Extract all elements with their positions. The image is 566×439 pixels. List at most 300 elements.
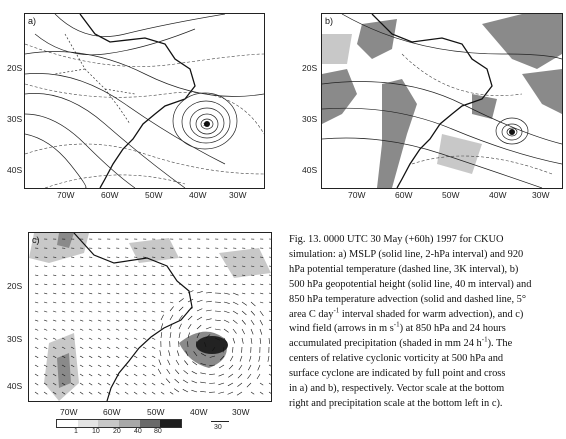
wind-arrow [260,338,261,344]
wind-arrow [197,291,203,293]
wind-arrow [44,347,47,349]
wind-arrow [260,275,263,276]
wind-arrow [161,383,164,385]
wind-arrow [98,392,101,394]
wind-arrow [125,293,128,294]
wind-arrow [188,275,191,276]
wind-arrow [98,284,101,285]
wind-arrow [166,379,170,383]
wind-arrow [35,329,38,330]
wind-arrow [89,311,92,312]
wind-arrow [152,374,155,376]
wind-arrow [62,320,65,321]
panel-c-lon-30w: 30W [232,407,250,417]
wind-arrow [89,266,92,267]
wind-arrow [53,284,56,285]
wind-arrow [125,374,128,376]
caption-line: 500 hPa geopotential height (solid line, 40 m interval) and [289,278,532,290]
wind-arrow [89,302,92,303]
wind-arrow [143,320,146,321]
wind-arrow [179,307,183,311]
wind-arrow [215,266,218,267]
wind-arrow [80,392,83,394]
wind-arrow [179,298,184,302]
caption-line: wind field (arrows in m $s^{-1}$) at 850 hPa and 24 hours [289,320,506,335]
wind-arrow [258,365,260,370]
wind-arrow [116,329,119,330]
wind-arrow [98,302,101,303]
wind-arrow [161,315,164,320]
wind-arrow [175,370,179,374]
wind-arrow [251,338,252,344]
precip-scale-20: 20 [113,428,121,435]
wind-arrow [269,293,271,294]
wind-arrow [219,374,224,376]
wind-arrow [143,329,146,330]
wind-arrow [269,302,271,303]
wind-arrow [268,356,269,362]
wind-arrow [53,320,56,321]
wind-arrow [35,347,38,349]
wind-arrow [192,381,197,383]
wind-arrow [230,356,233,361]
svg-text:×: × [203,122,208,129]
wind-arrow [197,266,200,267]
wind-arrow [177,351,179,357]
wind-arrow [44,293,47,294]
wind-arrow [80,266,83,267]
wind-arrow [89,365,92,367]
wind-arrow [53,293,56,294]
panel-c-lon-70w: 70W [60,407,78,417]
wind-arrow [143,275,146,276]
panel-b-contours [322,14,562,188]
wind-arrow [44,356,47,358]
wind-arrow [200,382,206,383]
wind-arrow [80,383,83,385]
wind-arrow [44,275,47,276]
wind-arrow [233,329,237,334]
wind-arrow [152,293,155,294]
panel-b-lat-40s: 40S [302,165,318,175]
wind-arrow [71,320,74,321]
wind-arrow [80,329,83,330]
wind-arrow [62,266,65,267]
wind-arrow [35,302,38,303]
wind-arrow [224,293,230,294]
precip-scale-80: 80 [154,428,162,435]
wind-arrow [107,383,110,385]
wind-arrow [89,320,92,321]
wind-arrow [161,302,164,303]
wind-arrow [152,302,155,303]
wind-arrow [134,338,137,340]
precip-scale-40: 40 [134,428,142,435]
caption-line: accumulated precipitation (shaded in mm 24 $h^{-1}$). The [289,335,513,350]
panel-b-lon-60w: 60W [395,190,413,200]
wind-arrow [251,311,255,315]
panel-b-lat-30s: 30S [302,114,318,124]
wind-arrow [184,361,188,366]
wind-arrow [209,383,215,384]
wind-arrow [260,293,263,294]
wind-arrow [197,275,200,276]
wind-arrow [98,266,101,267]
wind-arrow [35,311,38,312]
wind-arrow [53,338,56,340]
wind-arrow [191,390,197,392]
vector-scale-label: 30 [214,424,222,431]
wind-arrow [116,302,119,303]
wind-arrow [89,338,92,340]
wind-arrow [242,284,245,285]
wind-arrow [260,329,262,335]
panel-c-lon-50w: 50W [147,407,165,417]
wind-arrow [143,374,146,376]
wind-arrow [80,302,83,303]
wind-arrow [125,275,128,276]
wind-arrow [116,338,119,340]
wind-arrow [143,392,146,394]
wind-arrow [174,389,179,392]
wind-arrow [80,347,83,349]
wind-arrow [228,392,233,394]
wind-arrow [89,284,92,285]
caption-line: in a) and b), respectively. Vector scale at the bottom [289,383,505,395]
wind-arrow [134,275,137,276]
wind-arrow [179,293,182,294]
wind-arrow [188,324,191,329]
wind-arrow [98,320,101,321]
wind-arrow [152,338,155,340]
wind-arrow [269,311,271,312]
wind-arrow [152,347,155,349]
wind-arrow [35,266,38,267]
panel-b-geopotential-map [321,13,563,189]
wind-arrow [160,350,161,356]
wind-arrow [80,284,83,285]
wind-arrow [71,293,74,294]
panel-b-lon-30w: 30W [532,190,550,200]
wind-arrow [107,320,110,321]
panel-c-lat-40s: 40S [7,381,23,391]
panel-a-lon-30w: 30W [229,190,247,200]
wind-arrow [80,293,83,294]
wind-arrow [176,360,179,365]
wind-arrow [228,374,233,377]
wind-arrow [98,374,101,376]
wind-arrow [71,329,74,330]
wind-arrow [116,320,119,321]
wind-arrow [35,356,38,358]
wind-arrow [125,383,128,385]
wind-arrow [168,360,171,365]
wind-arrow [260,383,263,385]
wind-arrow [98,311,101,312]
wind-arrow [80,320,83,321]
wind-arrow [89,374,92,376]
wind-arrow [192,371,197,374]
wind-arrow [175,379,179,383]
wind-arrow [247,383,251,387]
panel-a-lon-60w: 60W [101,190,119,200]
wind-arrow [206,310,212,311]
wind-arrow [215,329,221,330]
wind-arrow [161,293,164,294]
wind-arrow [134,293,137,294]
wind-arrow [125,347,128,349]
wind-arrow [125,356,128,358]
wind-arrow [269,284,271,285]
wind-arrow [161,323,163,329]
wind-arrow [134,266,137,267]
wind-arrow [71,284,74,285]
wind-arrow [218,392,224,394]
wind-arrow [134,302,137,303]
wind-arrow [134,311,137,312]
wind-arrow [260,302,263,303]
wind-arrow [238,374,242,378]
wind-arrow [44,302,47,303]
wind-arrow [98,338,101,340]
wind-arrow [80,374,83,376]
panel-c-label: c) [32,235,40,245]
wind-arrow [80,311,83,312]
panel-b-lon-70w: 70W [348,190,366,200]
wind-arrow [62,311,65,312]
wind-arrow [179,266,182,267]
wind-arrow [71,392,74,394]
wind-arrow [251,293,254,294]
wind-arrow [188,316,192,320]
wind-arrow [209,374,215,375]
wind-arrow [251,284,254,285]
panel-c-lon-60w: 60W [103,407,121,417]
wind-arrow [134,284,137,285]
wind-arrow [233,338,235,343]
wind-arrow [200,391,206,392]
wind-arrow [53,275,56,276]
wind-arrow [134,347,137,349]
wind-arrow [98,275,101,276]
panel-a-mslp-map [24,13,265,189]
wind-arrow [107,266,110,267]
wind-arrow [237,392,242,395]
wind-arrow [71,275,74,276]
wind-arrow [224,302,230,304]
wind-arrow [107,374,110,376]
wind-arrow [215,275,218,276]
wind-arrow [89,293,92,294]
wind-arrow [170,266,173,267]
wind-arrow [134,374,137,376]
wind-arrow [116,392,119,394]
wind-arrow [206,275,209,276]
wind-arrow [233,311,238,314]
wind-arrow [116,347,119,349]
panel-c-lat-20s: 20S [7,281,23,291]
wind-arrow [237,383,242,387]
wind-arrow [143,338,146,340]
wind-arrow [206,301,212,302]
panel-a-lat-20s: 20S [7,63,23,73]
wind-arrow [143,293,146,294]
wind-arrow [161,392,164,394]
wind-arrow [224,329,229,332]
wind-arrow [80,338,83,340]
wind-arrow [200,373,206,374]
wind-arrow [62,284,65,285]
wind-arrow [179,284,182,285]
wind-arrow [269,365,271,367]
wind-arrow [152,311,155,312]
panel-a-label: a) [28,16,37,26]
wind-arrow [125,338,128,340]
wind-arrow [35,383,38,385]
wind-arrow [35,374,38,376]
wind-arrow [62,275,65,276]
wind-arrow [116,275,119,276]
wind-arrow [239,365,242,370]
wind-arrow [161,266,164,267]
wind-arrow [53,329,56,330]
wind-arrow [184,370,189,374]
wind-arrow [242,293,245,294]
wind-arrow [107,311,110,312]
caption-line: right and precipitation scale at the bottom left in c). [289,397,503,409]
figure-caption [289,233,561,412]
caption-line: surface cyclone are indicated by full point and cross [289,368,506,380]
wind-arrow [169,350,171,356]
wind-arrow [242,311,246,315]
wind-arrow [152,356,155,358]
panel-c-wind-field [29,233,271,401]
wind-arrow [107,347,110,349]
wind-arrow [170,315,173,320]
panel-b-label: b) [325,16,334,26]
wind-arrow [197,309,202,311]
wind-arrow [170,332,171,338]
wind-arrow [116,383,119,385]
wind-arrow [116,293,119,294]
wind-arrow [143,311,146,312]
wind-arrow [98,329,101,330]
wind-arrow [44,266,47,267]
wind-arrow [62,329,65,330]
wind-arrow [44,338,47,340]
wind-arrow [107,302,110,303]
wind-arrow [134,320,137,321]
wind-arrow [143,302,146,303]
wind-arrow [251,320,254,325]
wind-arrow [215,311,221,312]
wind-arrow [80,356,83,358]
wind-arrow [35,293,38,294]
wind-arrow [89,383,92,385]
wind-arrow [89,347,92,349]
wind-arrow [242,329,245,334]
wind-arrow [143,266,146,267]
wind-arrow [152,392,155,394]
wind-arrow [188,266,191,267]
wind-arrow [269,392,271,394]
wind-arrow [170,392,173,394]
wind-arrow [107,275,110,276]
wind-arrow [35,365,38,367]
wind-arrow [224,284,227,285]
wind-arrow [224,320,229,323]
wind-arrow [35,275,38,276]
wind-arrow [240,356,242,362]
wind-arrow [89,329,92,330]
wind-arrow [233,320,238,324]
wind-arrow [134,365,137,367]
wind-arrow [215,320,221,321]
wind-arrow [44,284,47,285]
caption-line: Fig. 13. 0000 UTC 30 May (+60h) 1997 for CKUO [289,234,504,245]
wind-arrow [53,302,56,303]
wind-arrow [71,266,74,267]
panel-b-lon-50w: 50W [442,190,460,200]
wind-arrow [228,383,233,386]
wind-arrow [183,380,188,383]
caption-line: 850 hPa temperature advection (solid and dashed line, 5° [289,293,527,305]
wind-arrow [44,311,47,312]
wind-arrow [260,320,263,325]
wind-arrow [161,275,164,276]
wind-arrow [116,356,119,358]
wind-arrow [35,338,38,340]
wind-arrow [125,320,128,321]
wind-arrow [152,275,155,276]
wind-arrow [125,284,128,285]
wind-arrow [242,320,246,325]
wind-arrow [143,383,146,385]
panel-b-lon-40w: 40W [489,190,507,200]
wind-arrow [134,329,137,330]
wind-arrow [183,389,188,392]
wind-arrow [170,302,173,303]
wind-arrow [218,383,224,385]
wind-arrow [125,302,128,303]
wind-arrow [107,365,110,367]
wind-arrow [98,365,101,367]
coastline [80,14,195,188]
wind-arrow [107,284,110,285]
wind-arrow [242,338,243,344]
wind-arrow [152,329,155,330]
caption-line: simulation: a) MSLP (solid line, 2-hPa interval) and 920 [289,248,524,260]
wind-arrow [219,365,224,368]
caption-line: hPa potential temperature (dashed line, 3K interval), b) [289,263,519,275]
wind-arrow [152,383,155,385]
wind-arrow [80,365,83,367]
wind-arrow [89,275,92,276]
panel-a-lat-40s: 40S [7,165,23,175]
wind-arrow [206,319,212,320]
wind-arrow [269,374,271,376]
wind-arrow [179,324,182,329]
wind-arrow [125,329,128,330]
wind-arrow [107,356,110,358]
wind-arrow [233,293,239,295]
panel-a-lon-70w: 70W [57,190,75,200]
panel-a-lat-30s: 30S [7,114,23,124]
wind-arrow [116,311,119,312]
wind-arrow [197,300,203,302]
wind-arrow [143,284,146,285]
wind-arrow [179,332,180,338]
